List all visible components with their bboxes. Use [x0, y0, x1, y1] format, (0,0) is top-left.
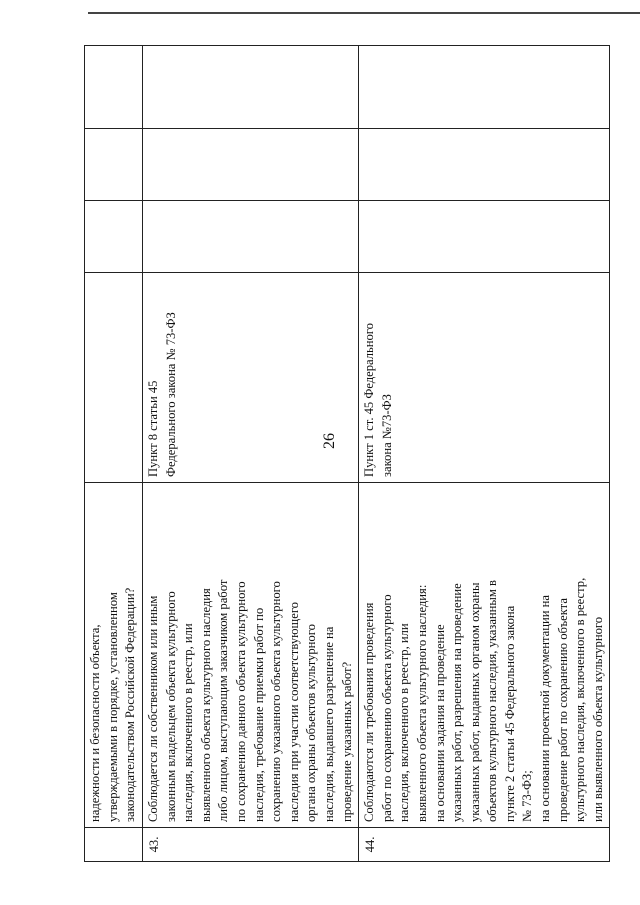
question-line: утверждаемыми в порядке, установленном: [105, 592, 120, 822]
question-line: Соблюдаются ли требования проведения: [362, 602, 377, 822]
question-line: указанных работ, выданных органом охраны: [467, 582, 482, 822]
reference-line: Федерального закона № 73-ФЗ: [163, 312, 178, 477]
question-line: проведение работ по сохранению объекта: [555, 598, 570, 822]
answer-no-cell: [143, 129, 359, 201]
question-line: сохранению указанного объекта культурного: [269, 581, 284, 822]
answer-yes-cell: [85, 201, 143, 273]
question-line: наследия, включенного в реестр, или: [181, 623, 196, 822]
reference-line: Пункт 8 статьи 45: [146, 380, 160, 477]
question-line: № 73-ФЗ;: [520, 770, 535, 822]
question-line: объектов культурного наследия, указанным в: [485, 580, 500, 822]
legal-reference-cell: [85, 273, 143, 483]
scan-edge-line: [88, 12, 640, 14]
question-line: культурного наследия, включенного в реестр,: [573, 577, 588, 822]
question-line: либо лицом, выступающим заказчиком работ: [216, 579, 231, 822]
answer-no-cell: [85, 129, 143, 201]
question-line: указанных работ, разрешения на проведение: [450, 583, 465, 822]
item-number: [85, 828, 143, 862]
question-line: наследия при участии соответствующего: [286, 602, 301, 822]
question-cell: [85, 483, 143, 828]
notes-cell: [85, 46, 143, 129]
answer-yes-cell: [143, 201, 359, 273]
question-line: Соблюдается ли собственником или иным: [146, 595, 160, 822]
reference-line: Пункт 1 ст. 45 Федерального: [362, 323, 377, 477]
item-number: 43.: [143, 828, 359, 862]
question-line: пункте 2 статьи 45 Федерального закона: [502, 605, 517, 822]
question-line: работ по сохранению объекта культурного: [379, 594, 394, 822]
question-line: на основании задания на проведение: [432, 624, 447, 822]
question-line: наследия, включенного в реестр, или: [397, 623, 412, 822]
table-row: [143, 46, 359, 862]
table-row: [85, 46, 143, 862]
checklist-table: [84, 45, 610, 862]
question-cell: [143, 483, 359, 828]
question-line: надежности и безопасности объекта,: [88, 624, 102, 822]
checklist-table-rotated: [84, 46, 605, 862]
answer-no-cell: [359, 129, 610, 201]
notes-cell: [143, 46, 359, 129]
question-line: законным владельцем объекта культурного: [163, 591, 178, 822]
question-line: выявленного объекта культурного наследия:: [414, 584, 429, 822]
legal-reference-cell: [359, 273, 610, 483]
legal-reference-cell: [143, 273, 359, 483]
question-cell: [359, 483, 610, 828]
question-line: проведение указанных работ?: [339, 661, 354, 822]
table-row: [359, 46, 610, 862]
notes-cell: [359, 46, 610, 129]
page-number: 26: [321, 433, 338, 449]
question-line: выявленного объекта культурного наследия: [198, 588, 213, 822]
question-line: наследия, требование приемки работ по: [251, 607, 266, 822]
question-line: по сохранению данного объекта культурного: [233, 581, 248, 822]
reference-line: закона №73-ФЗ: [379, 394, 394, 477]
question-line: или выявленного объекта культурного: [590, 616, 605, 822]
question-line: наследия, выдавшего разрешение на: [321, 626, 336, 822]
question-line: на основании проектной документации на: [538, 595, 553, 822]
item-number: 44.: [359, 828, 610, 862]
answer-yes-cell: [359, 201, 610, 273]
question-line: органа охраны объектов культурного: [304, 624, 319, 822]
question-line: законодательством Российской Федерации?: [123, 587, 138, 822]
